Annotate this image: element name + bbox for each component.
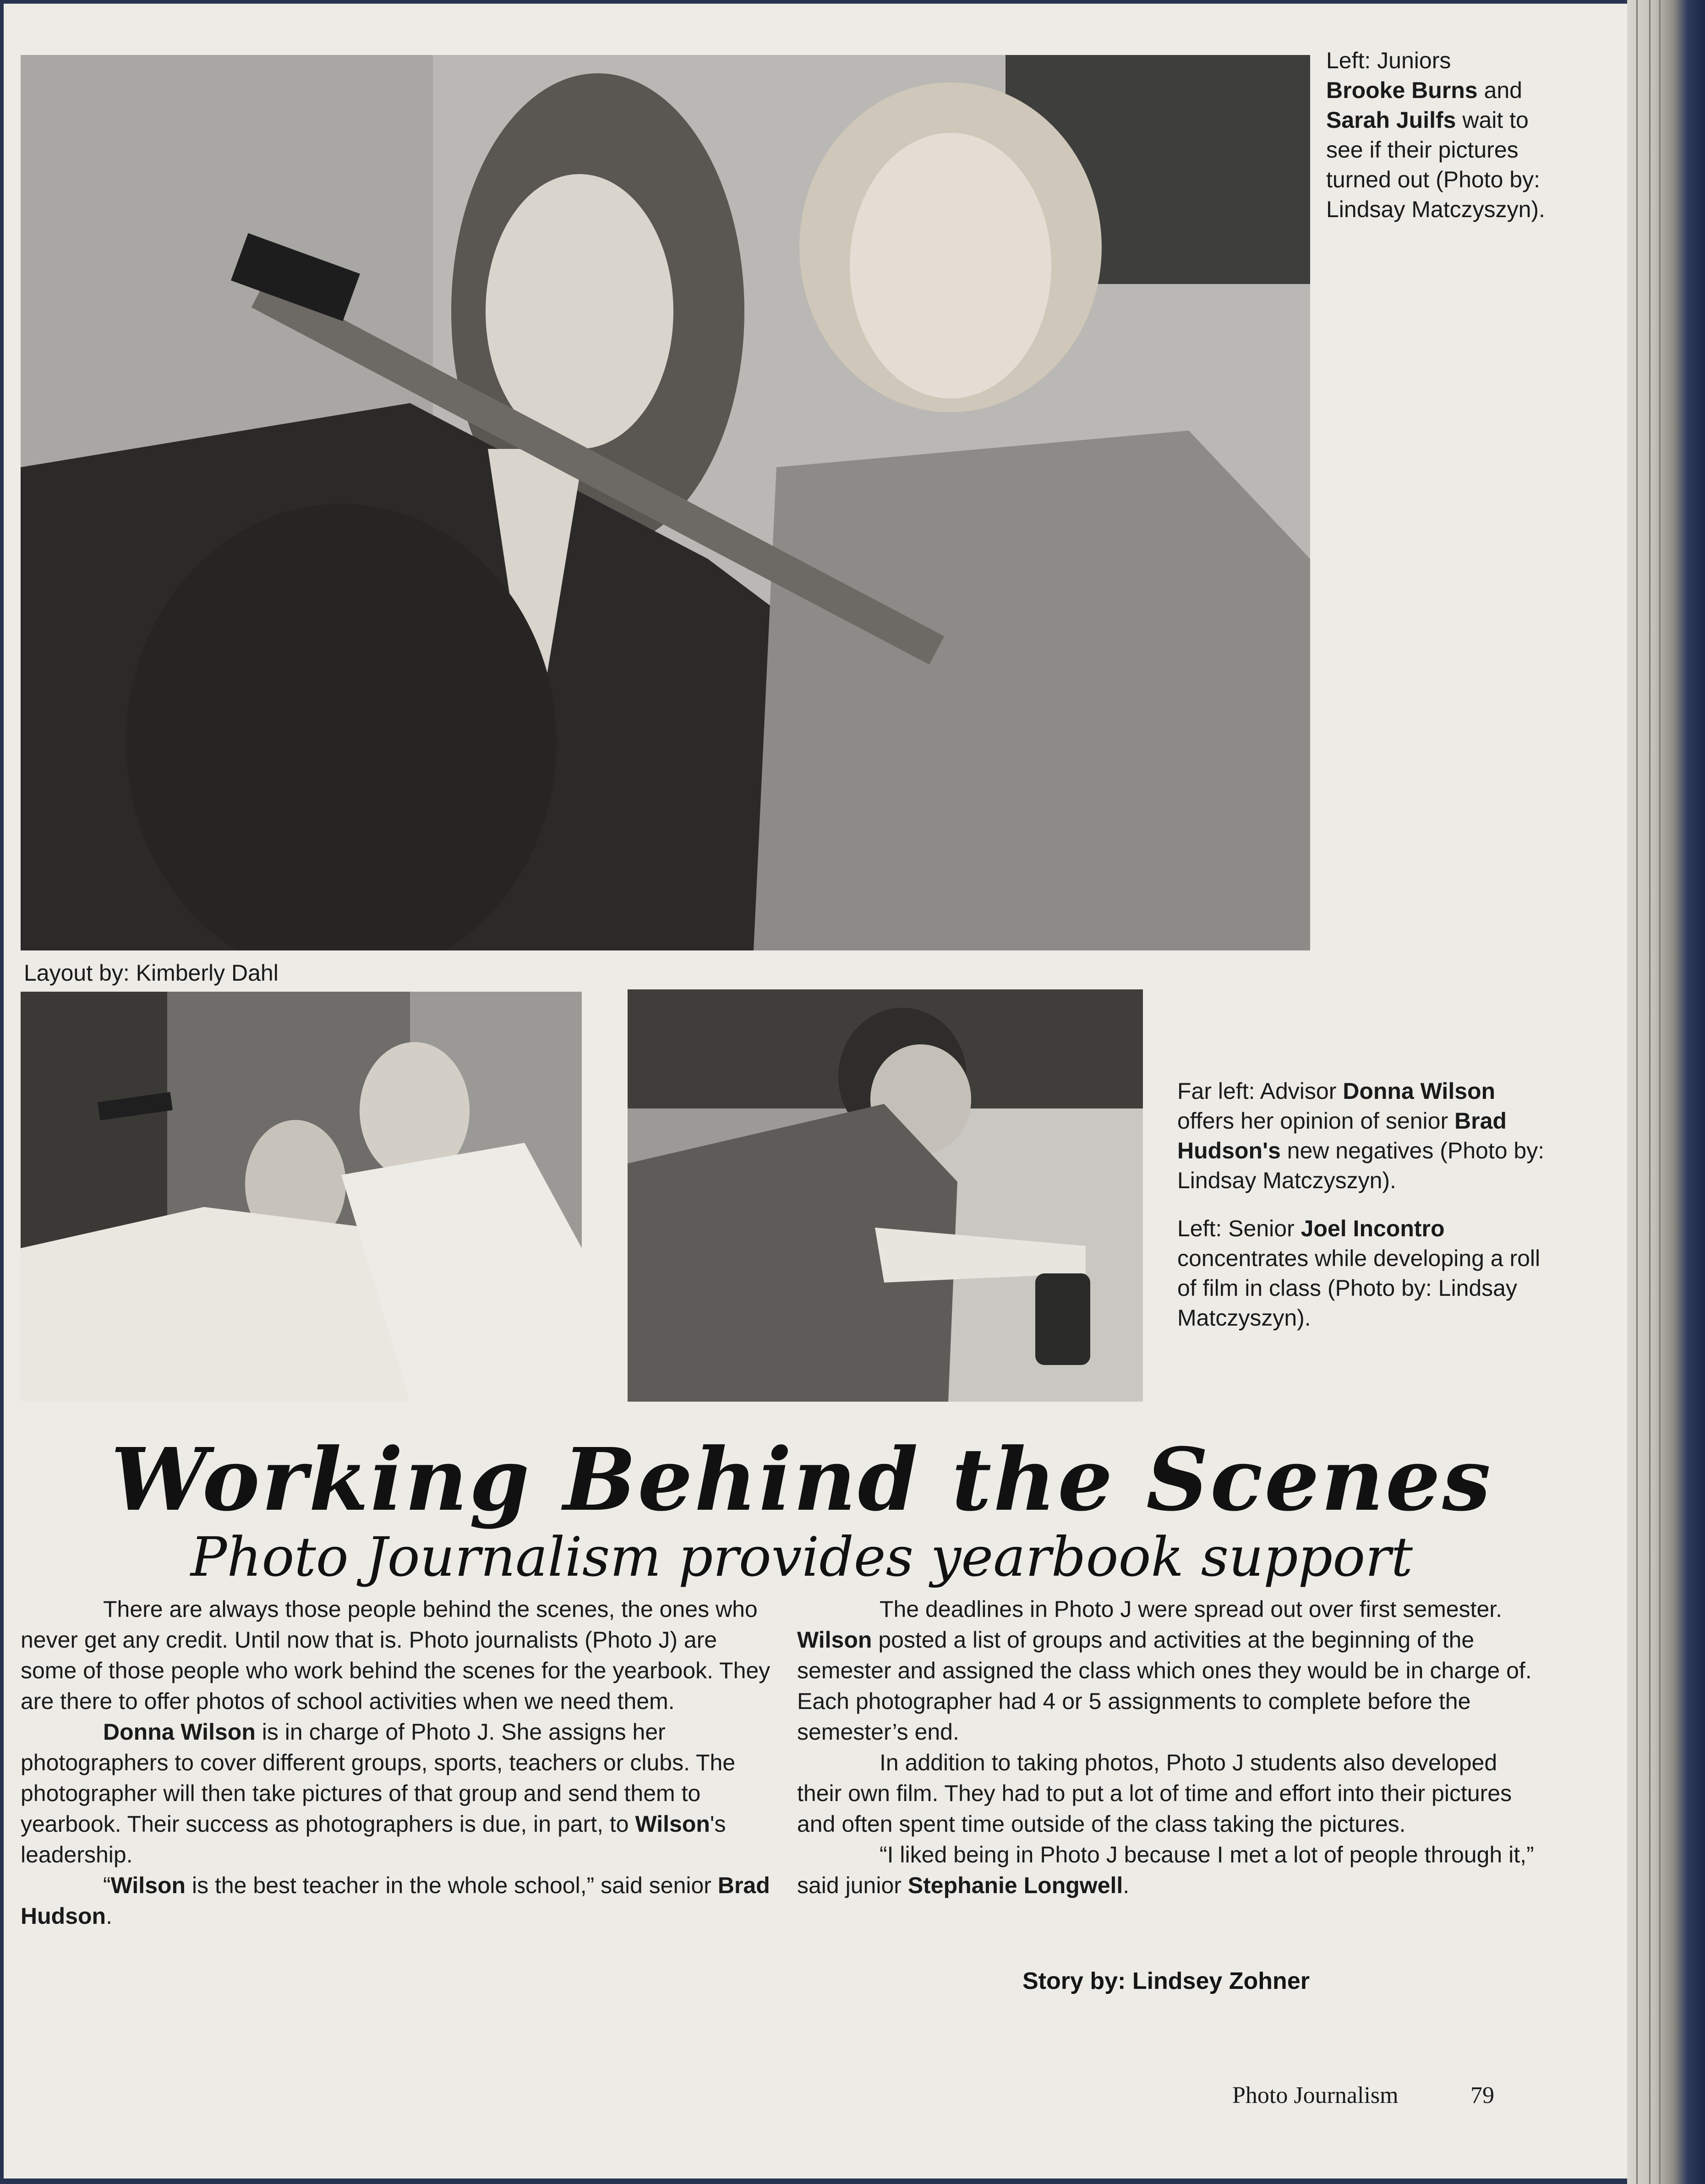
- main-photo-film-inspection: [21, 55, 1310, 950]
- caption-text: concentrates while developing a roll of film in class (Photo by: Lindsay Matczyszyn).: [1177, 1245, 1541, 1331]
- story-text: is the best teacher in the whole school,” said senior: [186, 1873, 718, 1898]
- story-paragraph: There are always those people behind the scenes, the ones who never get any credit. Until now that is. Photo journalists (Photo J) are some of those people who work behind the scenes for the yearbook. They are there to offer photos of school activities when we need them.: [21, 1596, 771, 1714]
- caption-text: wait to see if their pictures turned out (Photo by: Lindsay Matczyszyn).: [1326, 107, 1545, 222]
- caption-text: offers her opinion of senior: [1177, 1108, 1455, 1134]
- story-name: Wilson: [110, 1873, 186, 1898]
- caption-name: Brad Hudson's: [1177, 1108, 1507, 1163]
- story-text: 's leadership.: [21, 1811, 726, 1867]
- caption-name: Joel Incontro: [1301, 1216, 1445, 1241]
- story-name: Brad Hudson: [21, 1873, 770, 1929]
- story-text: is in charge of Photo J. She assigns her photographers to cover different groups, sports, teachers or clubs. The photographer will then take pictures of that group and send them to yearbook. Their success as photographers is due, in part, to: [21, 1719, 736, 1837]
- story-name: Wilson: [635, 1811, 710, 1837]
- story-paragraph: [797, 1594, 1539, 1747]
- photo-student-developing-film: [628, 989, 1143, 1402]
- story-name: Stephanie Longwell: [907, 1873, 1123, 1898]
- caption-text: Left: Juniors: [1326, 48, 1451, 73]
- top-border: [0, 0, 1705, 4]
- caption-text: Left: Senior: [1177, 1216, 1301, 1241]
- story-text: .: [106, 1903, 112, 1929]
- headline: Working Behind the Scenes: [110, 1429, 1493, 1530]
- story-paragraph: In addition to taking photos, Photo J students also developed their own film. They had to put a lot of time and effort into their pictures and often spent time outside of the class taking the pictures.: [797, 1750, 1512, 1837]
- story-column-left: [21, 1594, 772, 1932]
- subheadline: Photo Journalism provides yearbook support: [190, 1525, 1413, 1589]
- story-text: .: [1123, 1873, 1130, 1898]
- bottom-border: [0, 2179, 1705, 2184]
- book-spine-edge: [1627, 0, 1705, 2184]
- story-paragraph: [21, 1870, 772, 1932]
- story-column-right: [797, 1594, 1539, 1901]
- photo-advisor-and-student: [21, 992, 582, 1402]
- story-text: posted a list of groups and activities at the beginning of the semester and assigned the class which ones they would be in charge of. Each photographer had 4 or 5 assignments to complete before the semester’s end.: [797, 1627, 1532, 1745]
- caption-name: Donna Wilson: [1343, 1078, 1496, 1104]
- story-paragraph: [21, 1717, 772, 1870]
- caption-left: [1177, 1214, 1553, 1333]
- story-name: Wilson: [797, 1627, 872, 1653]
- caption-text: and: [1477, 77, 1522, 103]
- story-text: “: [103, 1873, 111, 1898]
- caption-top-right: [1326, 46, 1564, 224]
- story-paragraph: [797, 1840, 1539, 1901]
- story-credit: Story by: Lindsey Zohner: [1022, 1968, 1310, 1994]
- caption-name: Sarah Juilfs: [1326, 107, 1456, 133]
- caption-text: Far left: Advisor: [1177, 1078, 1343, 1104]
- story-text: The deadlines in Photo J were spread out over first semester.: [880, 1596, 1503, 1622]
- story-text: “I liked being in Photo J because I met a lot of people through it,” said junior: [797, 1842, 1534, 1898]
- caption-text: new negatives (Photo by: Lindsay Matczyszyn).: [1177, 1138, 1545, 1193]
- folio-page-number: 79: [1470, 2082, 1494, 2108]
- folio-section: Photo Journalism: [1232, 2082, 1399, 2108]
- layout-credit: Layout by: Kimberly Dahl: [24, 960, 279, 986]
- left-border: [0, 0, 4, 2184]
- story-name: Donna Wilson: [103, 1719, 256, 1745]
- caption-far-left: [1177, 1076, 1553, 1196]
- caption-name: Brooke Burns: [1326, 77, 1478, 103]
